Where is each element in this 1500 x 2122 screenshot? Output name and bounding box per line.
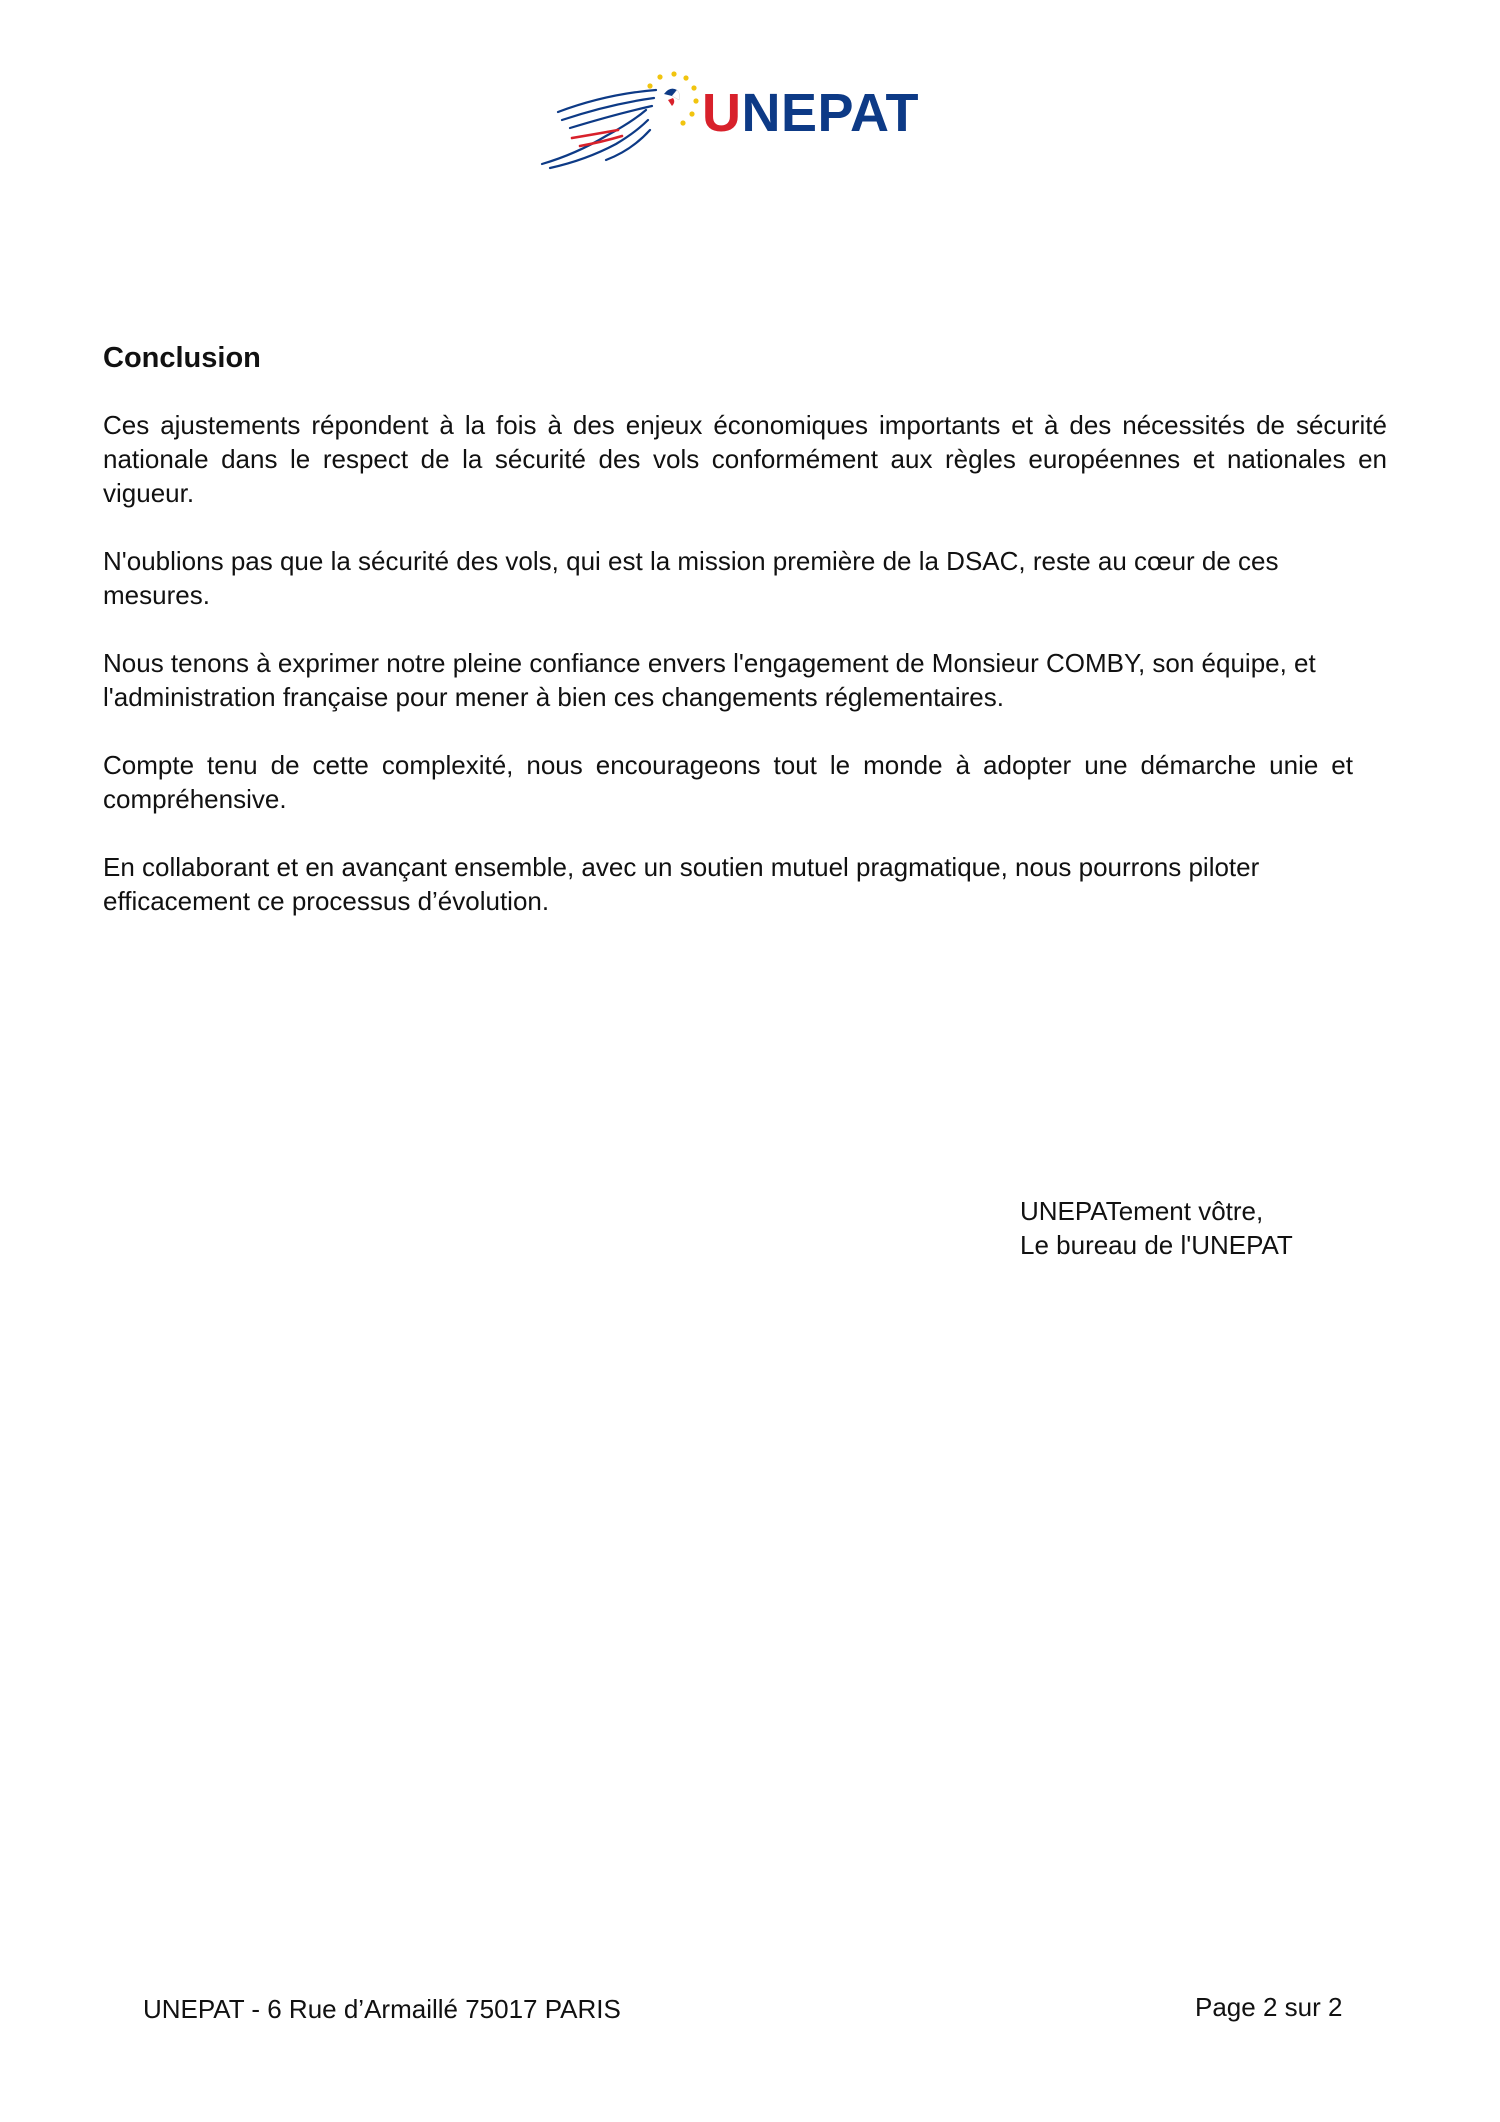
closing-line-1: UNEPATement vôtre, <box>1020 1196 1264 1226</box>
paragraph-5: En collaborant et en avançant ensemble, avec un soutien mutuel pragmatique, nous pourrons piloter efficacement ce processus d’évolution. <box>103 852 1260 916</box>
unepat-logo <box>536 64 926 174</box>
closing-line-2: Le bureau de l'UNEPAT <box>1020 1230 1293 1260</box>
paragraph-2: N'oublions pas que la sécurité des vols, qui est la mission première de la DSAC, reste au cœur de ces mesures. <box>103 546 1279 610</box>
dove-icon <box>536 64 706 174</box>
section-heading: Conclusion <box>103 342 261 374</box>
paragraph-4: Compte tenu de cette complexité, nous encourageons tout le monde à adopter une démarche unie et compréhensive. <box>103 750 1353 814</box>
paragraph-1: Ces ajustements répondent à la fois à des enjeux économiques importants et à des nécessités de sécurité nationale dans le respect de la sécurité des vols conformément aux règles européennes et nationales en vigueur. <box>103 410 1387 508</box>
footer-address: UNEPAT - 6 Rue d’Armaillé 75017 PARIS <box>143 1994 621 2024</box>
page-number: Page 2 sur 2 <box>1195 1992 1343 2022</box>
logo-letter-u: U <box>702 83 742 143</box>
main-content <box>103 340 1387 952</box>
logo-letters-nepat: NEPAT <box>741 83 919 143</box>
paragraph-3: Nous tenons à exprimer notre pleine confiance envers l'engagement de Monsieur COMBY, son équipe, et l'administration française pour mener à bien ces changements réglementaires. <box>103 648 1316 712</box>
logo-wordmark <box>702 83 919 143</box>
closing-signature <box>1020 1194 1293 1262</box>
